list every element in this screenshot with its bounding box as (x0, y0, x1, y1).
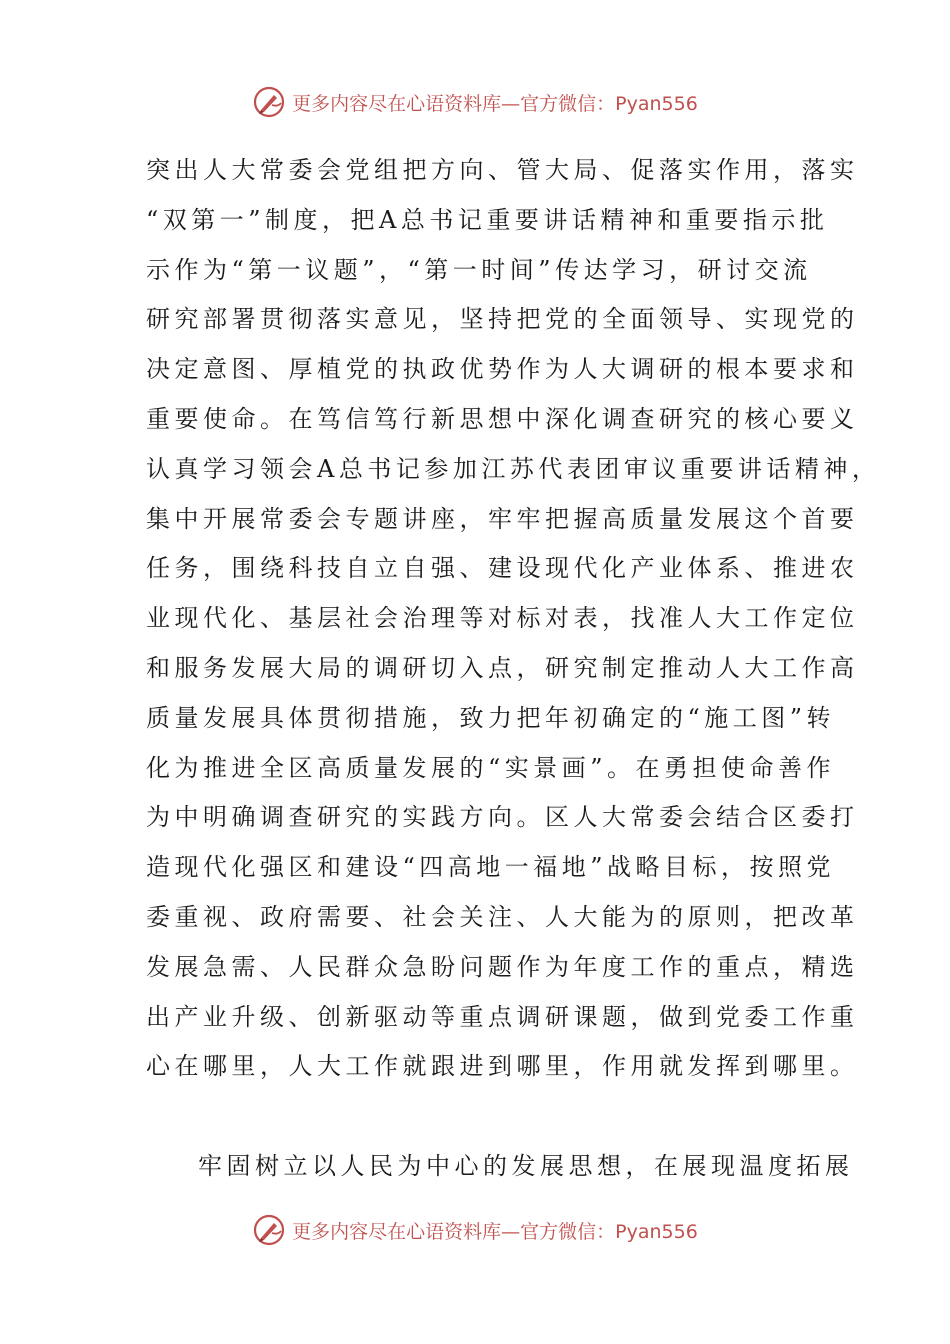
watermark-brand: 更多内容尽在心语资料库—官方微信： (292, 92, 616, 115)
document-body (146, 146, 881, 1192)
paragraph-gap (146, 1092, 826, 1142)
watermark-wechat-id: Pyan556 (615, 1220, 698, 1243)
body-line: 出产业升级、创新驱动等重点调研课题，做到党委工作重 (146, 1002, 859, 1031)
body-line: 重要使命。在笃信笃行新思想中深化调查研究的核心要义 (146, 404, 859, 433)
next-paragraph-line: 牢固树立以人民为中心的发展思想，在展现温度拓展 (198, 1152, 854, 1181)
body-line: 发展急需、人民群众急盼问题作为年度工作的重点，精选 (146, 952, 859, 981)
watermark-banner-top (0, 82, 950, 122)
body-line: 为中明确调查研究的实践方向。区人大常委会结合区委打 (146, 803, 859, 832)
body-line: 认真学习领会A总书记参加江苏代表团审议重要讲话精神， (146, 454, 881, 483)
body-line: 化为推进全区高质量发展的“实景画”。在勇担使命善作 (146, 753, 836, 782)
watermark-banner-bottom (0, 1210, 950, 1250)
body-line: 造现代化强区和建设“四高地一福地”战略目标，按照党 (146, 853, 836, 882)
body-line: 委重视、政府需要、社会关注、人大能为的原则，把改革 (146, 902, 859, 931)
body-line: 决定意图、厚植党的执政优势作为人大调研的根本要求和 (146, 355, 859, 384)
body-line: 集中开展常委会专题讲座，牢牢把握高质量发展这个首要 (146, 504, 859, 533)
body-line: 心在哪里，人大工作就跟进到哪里，作用就发挥到哪里。 (146, 1052, 859, 1081)
body-line: 示作为“第一议题”，“第一时间”传达学习，研讨交流 (146, 255, 812, 284)
pen-logo-icon (252, 85, 286, 119)
body-line: 质量发展具体贯彻措施，致力把年初确定的“施工图”转 (146, 703, 836, 732)
body-line: “双第一”制度，把A总书记重要讲话精神和重要指示批 (146, 205, 829, 234)
body-line: 突出人大常委会党组把方向、管大局、促落实作用，落实 (146, 156, 859, 184)
watermark-text (292, 1217, 698, 1244)
body-line: 业现代化、基层社会治理等对标对表，找准人大工作定位 (146, 604, 859, 633)
watermark-text (292, 89, 698, 116)
body-line: 和服务发展大局的调研切入点，研究制定推动人大工作高 (146, 653, 859, 682)
body-line: 任务，围绕科技自立自强、建设现代化产业体系、推进农 (146, 554, 859, 583)
body-line: 研究部署贯彻落实意见，坚持把党的全面领导、实现党的 (146, 305, 859, 334)
pen-logo-icon (252, 1213, 286, 1247)
watermark-wechat-id: Pyan556 (615, 92, 698, 115)
watermark-brand: 更多内容尽在心语资料库—官方微信： (292, 1220, 616, 1243)
